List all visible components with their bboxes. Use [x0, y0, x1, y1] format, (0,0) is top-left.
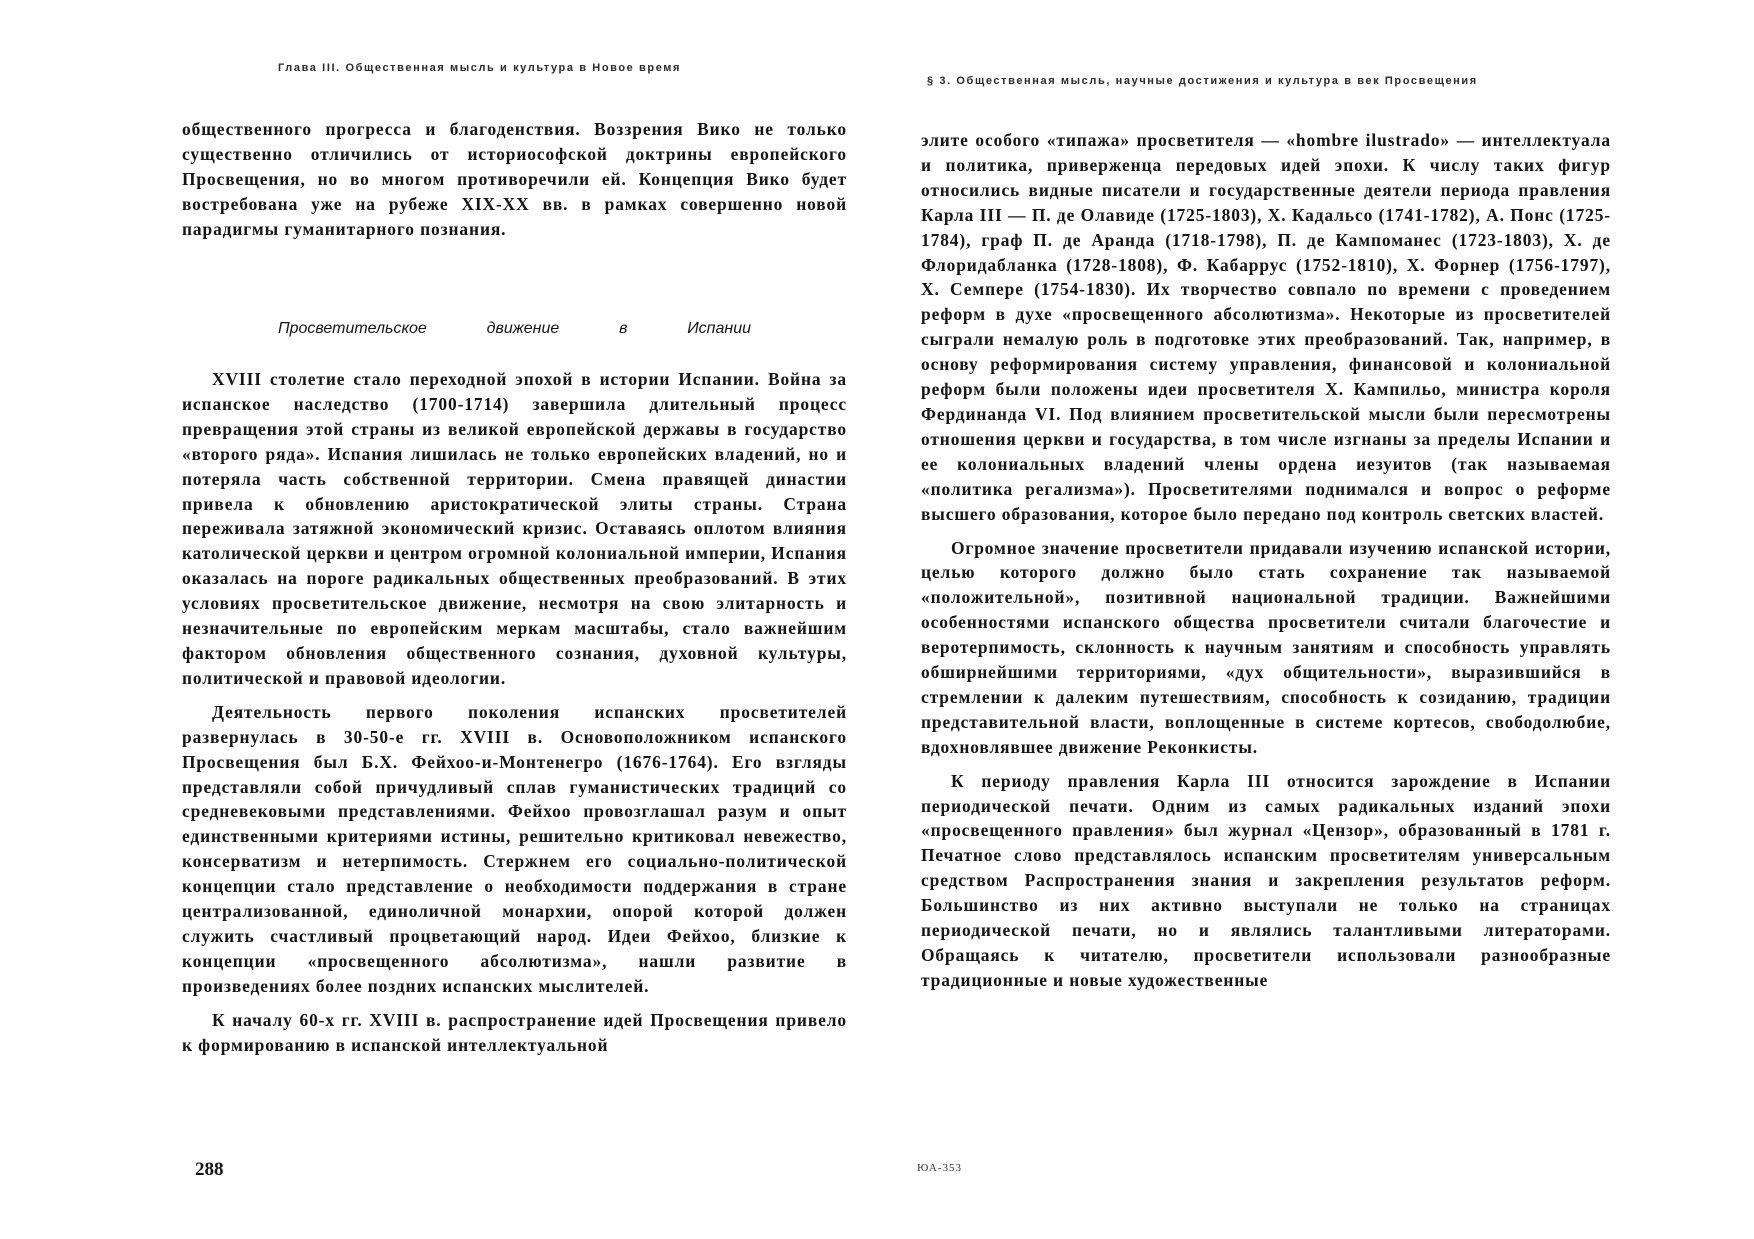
page-number: 288	[195, 1159, 224, 1180]
paragraph: К периоду правления Карла III относится зарождение в Испании периодической печати. Одним из самых радикальных изданий эпохи «просвещенного правления» был журнал «Цензор», образованный в 1781 г. Печатное слово представлялось испанским просветителям универсальным средством Распространения знания и закрепления результатов реформ. Большинство из них активно выступали не только на страницах периодической печати, но и являлись талантливыми литераторами. Обращаясь к читателю, просветители использовали разнообразные традиционные и новые художественные	[921, 770, 1611, 990]
left-body-text	[182, 367, 847, 1057]
right-page	[877, 0, 1754, 1239]
intro-paragraph: общественного прогресса и благоденствия. Воззрения Вико не только существенно отличились от историософской доктрины европейского Просвещения, но во многом противоречили ей. Концепция Вико будет востребована уже на рубеже XIX-XX вв. в рамках совершенно новой парадигмы гуманитарного познания.	[182, 119, 847, 239]
paragraph: Деятельность первого поколения испанских просветителей развернулась в 30-50-е гг. XVIII в. Основоположником испанского Просвещения был Б.Х. Фейхоо-и-Монтенегро (1676-1764). Его взгляды представляли собой причудливый сплав гуманистических традиций со средневековыми представлениями. Фейхоо провозглашал разум и опыт единственными критериями истины, решительно критиковал невежество, консерватизм и нетерпимость. Стержнем его социально-политической концепции стало представление о необходимости поддержания в стране централизованной, единоличной монархии, опорой которой должен служить счастливый процветающий народ. Идеи Фейхоо, близкие к концепции «просвещенного абсолютизма», нашли развитие в произведениях более поздних испанских мыслителей.	[182, 701, 847, 996]
left-intro-text	[182, 117, 847, 242]
right-body-text	[921, 128, 1611, 993]
paragraph: XVIII столетие стало переходной эпохой в истории Испании. Война за испанское наследство (1700-1714) завершила длительный процесс превращения этой страны из великой европейской державы в государство «второго ряда». Испания лишилась не только европейских владений, но и потеряла часть собственной территории. Смена правящей династии привела к обновлению аристократической элиты страны. Страна переживала затяжной экономический кризис. Оставаясь оплотом влияния католической церкви и центром огромной колониальной империи, Испания оказалась на пороге радикальных общественных преобразований. В этих условиях просветительское движение, несмотря на свою элитарность и незначительные по европейским меркам масштабы, стало важнейшим фактором обновления общественного сознания, духовной культуры, политической и правовой идеологии.	[182, 369, 847, 688]
section-title-word: Испании	[687, 320, 751, 337]
section-title	[278, 320, 751, 338]
left-running-head: Глава III. Общественная мысль и культура в Новое время	[278, 62, 682, 74]
section-title-word: движение	[486, 320, 560, 337]
paragraph: К началу 60-х гг. XVIII в. распространение идей Просвещения привело к формированию в испанской интеллектуальной	[182, 1009, 847, 1055]
section-title-word: Просветительское	[278, 320, 427, 337]
printer-signature: ЮА-353	[917, 1162, 962, 1174]
paragraph: элите особого «типажа» просветителя — «hombre ilustrado» — интеллектуала и политика, приверженца передовых идей эпохи. К числу таких фигур относились видные писатели и государственные деятели периода правления Карла III — П. де Олавиде (1725-1803), Х. Кадальсо (1741-1782), А. Понс (1725-1784), граф П. де Аранда (1718-1798), П. де Кампоманес (1723-1803), Х. де Флоридабланка (1728-1808), Ф. Кабаррус (1752-1810), Х. Форнер (1756-1797), Х. Семпере (1754-1830). Их творчество совпало по времени с проведением реформ в духе «просвещенного абсолютизма». Некоторые из просветителей сыграли немалую роль в подготовке этих преобразований. Так, например, в основу реформирования систему управления, финансовой и колониальной реформ были положены идеи просветителя Х. Кампильо, министра короля Фердинанда VI. Под влиянием просветительской мысли были пересмотрены отношения церкви и государства, в том числе изгнаны за пределы Испании и ее колониальных владений члены ордена иезуитов (так называемая «политика регализма»). Просветителями поднимался и вопрос о реформе высшего образования, которое было передано под контроль светских властей.	[921, 130, 1611, 524]
right-running-head: § 3. Общественная мысль, научные достижения и культура в век Просвещения	[927, 75, 1478, 87]
section-title-word: в	[619, 320, 628, 337]
paragraph: Огромное значение просветители придавали изучению испанской истории, целью которого должно было стать сохранение так называемой «положительной», позитивной национальной традиции. Важнейшими особенностями испанского общества просветители считали благочестие и веротерпимость, склонность к научным занятиям и способность управлять обширнейшими территориями, «дух общительности», выразившийся в стремлении к далеким путешествиям, способность к созиданию, традиции представительной власти, воплощенные в системе кортесов, свободолюбие, вдохновлявшее движение Реконкисты.	[921, 537, 1611, 757]
